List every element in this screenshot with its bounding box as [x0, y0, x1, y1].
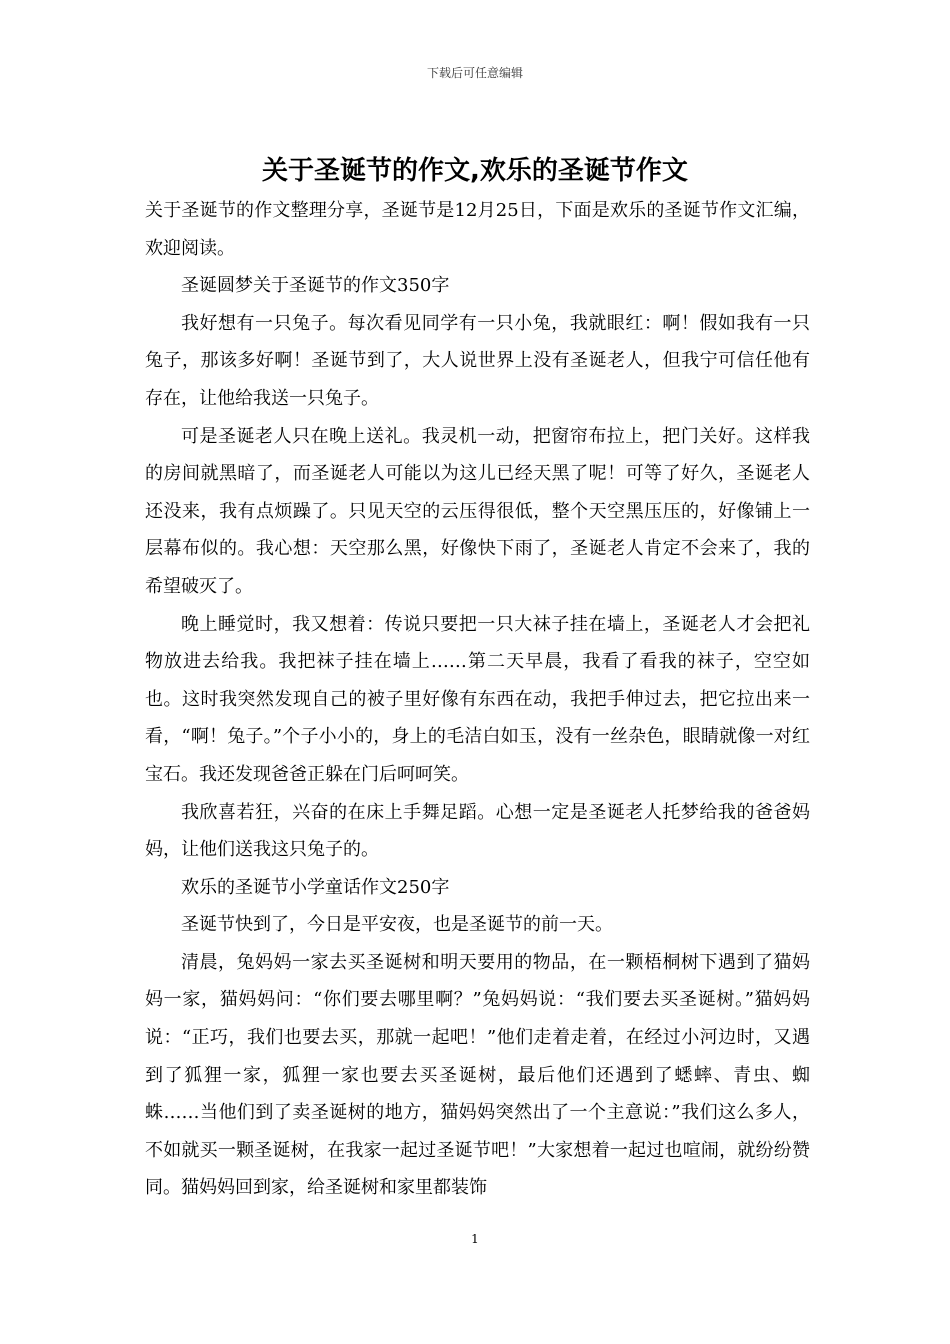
- paragraph: 圣诞节快到了，今日是平安夜，也是圣诞节的前一天。: [181, 914, 613, 936]
- document-body: [145, 192, 810, 1207]
- paragraph: 可是圣诞老人只在晚上送礼。我灵机一动，把窗帘布拉上，把门关好。这样我的房间就黑暗了，而圣诞老人可能以为这儿已经天黑了呢！可等了好久，圣诞老人还没来，我有点烦躁了。只见天空的云压得很低，整个天空黑压压的，好像铺上一层幕布似的。我心想：天空那么黑，好像快下雨了，圣诞老人肯定不会来了，我的希望破灭了。: [145, 425, 810, 597]
- section-heading: 圣诞圆梦关于圣诞节的作文350字: [181, 275, 450, 297]
- paragraph: 清晨，兔妈妈一家去买圣诞树和明天要用的物品，在一颗梧桐树下遇到了猫妈妈一家，猫妈妈问：“你们要去哪里啊？”兔妈妈说：“我们要去买圣诞树。”猫妈妈说：“正巧，我们也要去买，那就一起吧！”他们走着走着，在经过小河边时，又遇到了狐狸一家，狐狸一家也要去买圣诞树，最后他们还遇到了蟋蟀、青虫、蜘蛛……当他们到了卖圣诞树的地方，猫妈妈突然出了一个主意说：”我们这么多人，不如就买一颗圣诞树，在我家一起过圣诞节吧！”大家想着一起过也喧闹，就纷纷赞同。猫妈妈回到家，给圣诞树和家里都装饰: [145, 951, 810, 1199]
- intro-paragraph: 关于圣诞节的作文整理分享，圣诞节是12月25日，下面是欢乐的圣诞节作文汇编，欢迎阅读。: [145, 200, 810, 259]
- paragraph: 我欣喜若狂，兴奋的在床上手舞足蹈。心想一定是圣诞老人托梦给我的爸爸妈妈，让他们送我这只兔子的。: [145, 801, 810, 861]
- document-title: 关于圣诞节的作文,欢乐的圣诞节作文: [262, 156, 688, 186]
- paragraph: 我好想有一只兔子。每次看见同学有一只小兔，我就眼红：啊！假如我有一只兔子，那该多好啊！圣诞节到了，大人说世界上没有圣诞老人，但我宁可信任他有存在，让他给我送一只兔子。: [145, 312, 810, 409]
- section-heading: 欢乐的圣诞节小学童话作文250字: [181, 876, 450, 898]
- page-number: 1: [471, 1232, 479, 1246]
- paragraph: 晚上睡觉时，我又想着：传说只要把一只大袜子挂在墙上，圣诞老人才会把礼物放进去给我。我把袜子挂在墙上……第二天早晨，我看了看我的袜子，空空如也。这时我突然发现自己的被子里好像有东西在动，我把手伸过去，把它拉出来一看，“啊！兔子。”个子小小的，身上的毛洁白如玉，没有一丝杂色，眼睛就像一对红宝石。我还发现爸爸正躲在门后呵呵笑。: [145, 613, 810, 785]
- header-note: 下载后可任意编辑: [426, 66, 523, 80]
